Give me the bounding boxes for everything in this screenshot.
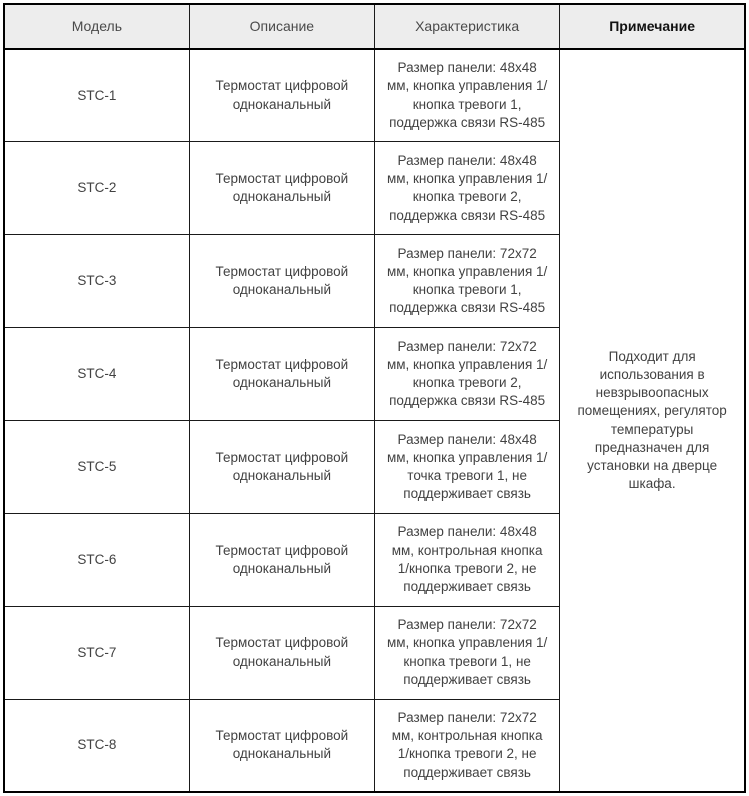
- table-body: [4, 49, 745, 792]
- cell-model: STC-1: [4, 49, 189, 142]
- table-header: [4, 4, 745, 49]
- cell-characteristics: Размер панели: 48x48 мм, контрольная кнопка 1/кнопка тревоги 2, не поддерживает связь: [375, 513, 560, 606]
- cell-model: STC-4: [4, 328, 189, 421]
- column-header-model: Модель: [4, 4, 189, 49]
- cell-model: STC-2: [4, 142, 189, 235]
- header-row: [4, 4, 745, 49]
- cell-characteristics: Размер панели: 72x72 мм, кнопка управления 1/кнопка тревоги 1, поддержка связи RS-485: [375, 235, 560, 328]
- cell-note: Подходит для использования в невзрывоопасных помещениях, регулятор температуры предназначен для установки на дверце шкафа.: [560, 49, 745, 792]
- cell-characteristics: Размер панели: 48x48 мм, кнопка управления 1/кнопка тревоги 2, поддержка связи RS-485: [375, 142, 560, 235]
- cell-model: STC-8: [4, 699, 189, 792]
- cell-characteristics: Размер панели: 48x48 мм, кнопка управления 1/точка тревоги 1, не поддерживает связь: [375, 421, 560, 514]
- cell-description: Термостат цифровой одноканальный: [189, 235, 374, 328]
- cell-characteristics: Размер панели: 48x48 мм, кнопка управления 1/кнопка тревоги 1, поддержка связи RS-485: [375, 49, 560, 142]
- cell-description: Термостат цифровой одноканальный: [189, 421, 374, 514]
- cell-description: Термостат цифровой одноканальный: [189, 513, 374, 606]
- cell-description: Термостат цифровой одноканальный: [189, 699, 374, 792]
- cell-model: STC-6: [4, 513, 189, 606]
- column-header-characteristics: Характеристика: [375, 4, 560, 49]
- cell-model: STC-3: [4, 235, 189, 328]
- table-row: [4, 49, 745, 142]
- cell-characteristics: Размер панели: 72x72 мм, контрольная кнопка 1/кнопка тревоги 2, не поддерживает связь: [375, 699, 560, 792]
- cell-model: STC-5: [4, 421, 189, 514]
- cell-description: Термостат цифровой одноканальный: [189, 142, 374, 235]
- product-spec-table: [3, 3, 746, 793]
- cell-description: Термостат цифровой одноканальный: [189, 606, 374, 699]
- cell-model: STC-7: [4, 606, 189, 699]
- column-header-note: Примечание: [560, 4, 745, 49]
- cell-description: Термостат цифровой одноканальный: [189, 49, 374, 142]
- column-header-description: Описание: [189, 4, 374, 49]
- cell-characteristics: Размер панели: 72x72 мм, кнопка управления 1/кнопка тревоги 1, не поддерживает связь: [375, 606, 560, 699]
- cell-characteristics: Размер панели: 72x72 мм, кнопка управления 1/кнопка тревоги 2, поддержка связи RS-485: [375, 328, 560, 421]
- cell-description: Термостат цифровой одноканальный: [189, 328, 374, 421]
